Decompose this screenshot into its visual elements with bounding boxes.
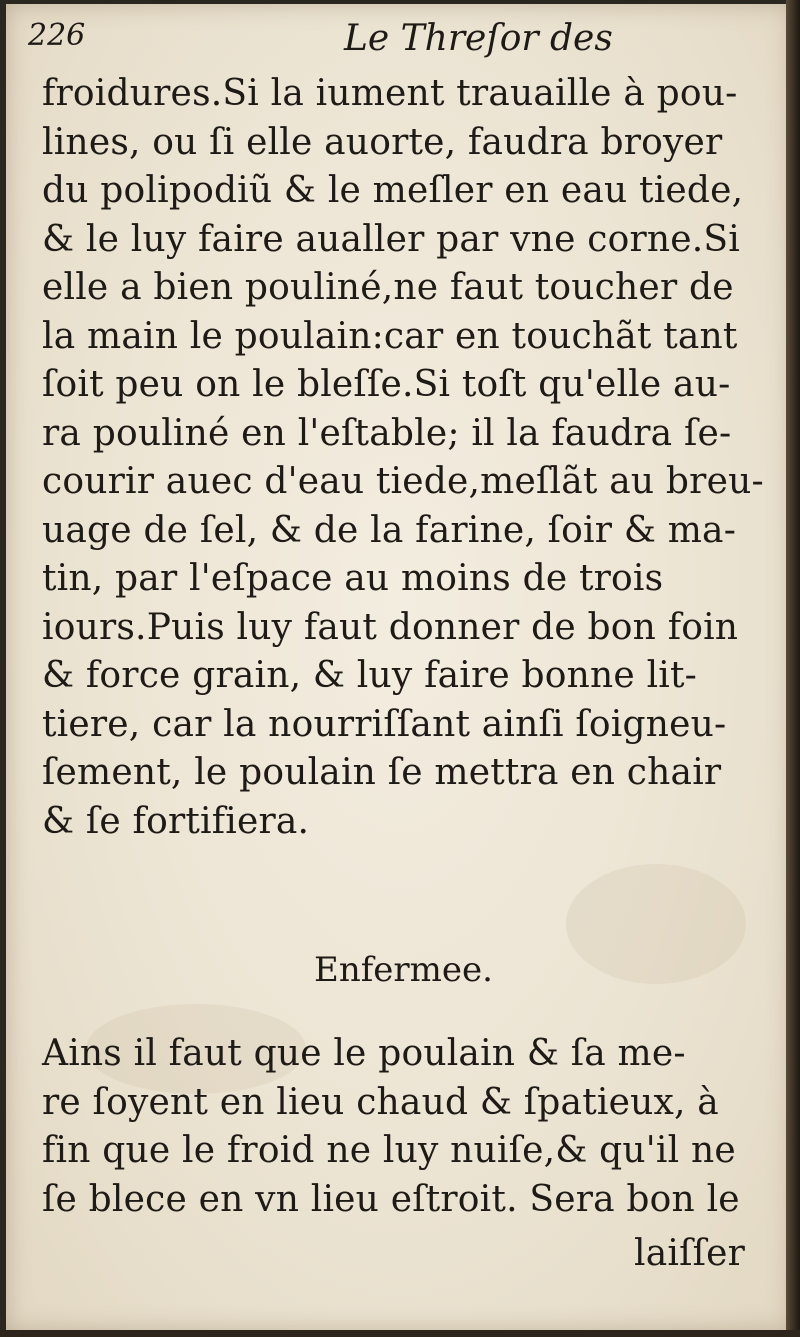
catchword: laiſſer bbox=[634, 1233, 746, 1274]
text-line: ſe blece en vn lieu eſtroit. Sera bon le bbox=[42, 1179, 740, 1220]
page-number: 226 bbox=[28, 18, 86, 53]
book-page bbox=[6, 4, 792, 1331]
text-line: courir auec d'eau tiede,meſlãt au breu- bbox=[42, 461, 764, 502]
text-line: iours.Puis luy faut donner de bon foin bbox=[42, 607, 739, 648]
text-line: ſement, le poulain ſe mettra en chair bbox=[42, 752, 722, 793]
text-line: re ſoyent en lieu chaud & ſpatieux, à bbox=[42, 1082, 719, 1123]
page-bottom-edge bbox=[0, 1330, 800, 1337]
text-line: fin que le froid ne luy nuiſe,& qu'il ne bbox=[42, 1130, 736, 1171]
text-line: & le luy faire aualler par vne corne.Si bbox=[42, 219, 740, 260]
text-line: la main le poulain:car en touchãt tant bbox=[42, 316, 738, 357]
text-line: froidures.Si la iument trauaille à pou- bbox=[42, 73, 738, 114]
section-heading: Enfermee. bbox=[314, 950, 493, 990]
text-line: tin, par l'eſpace au moins de trois bbox=[42, 558, 664, 599]
text-line: Ains il faut que le poulain & ſa me- bbox=[42, 1033, 686, 1074]
text-line: lines, ou ſi elle auorte, faudra broyer bbox=[42, 122, 723, 163]
text-line: ſoit peu on le bleſſe.Si toſt qu'elle au- bbox=[42, 364, 731, 405]
page-edge-shadow bbox=[786, 0, 800, 1337]
text-line: du polipodiũ & le meſler en eau tiede, bbox=[42, 170, 744, 211]
text-line: tiere, car la nourriſſant ainſi ſoigneu- bbox=[42, 704, 727, 745]
text-line: uage de ſel, & de la farine, ſoir & ma- bbox=[42, 510, 737, 551]
text-line: ra pouliné en l'eſtable; il la faudra ſe- bbox=[42, 413, 732, 454]
text-line: elle a bien pouliné,ne faut toucher de bbox=[42, 267, 734, 308]
text-line: & force grain, & luy faire bonne lit- bbox=[42, 655, 698, 696]
running-head: Le Threſor des bbox=[344, 18, 613, 59]
text-line: & ſe fortifiera. bbox=[42, 801, 310, 842]
paper-stain bbox=[566, 864, 746, 984]
